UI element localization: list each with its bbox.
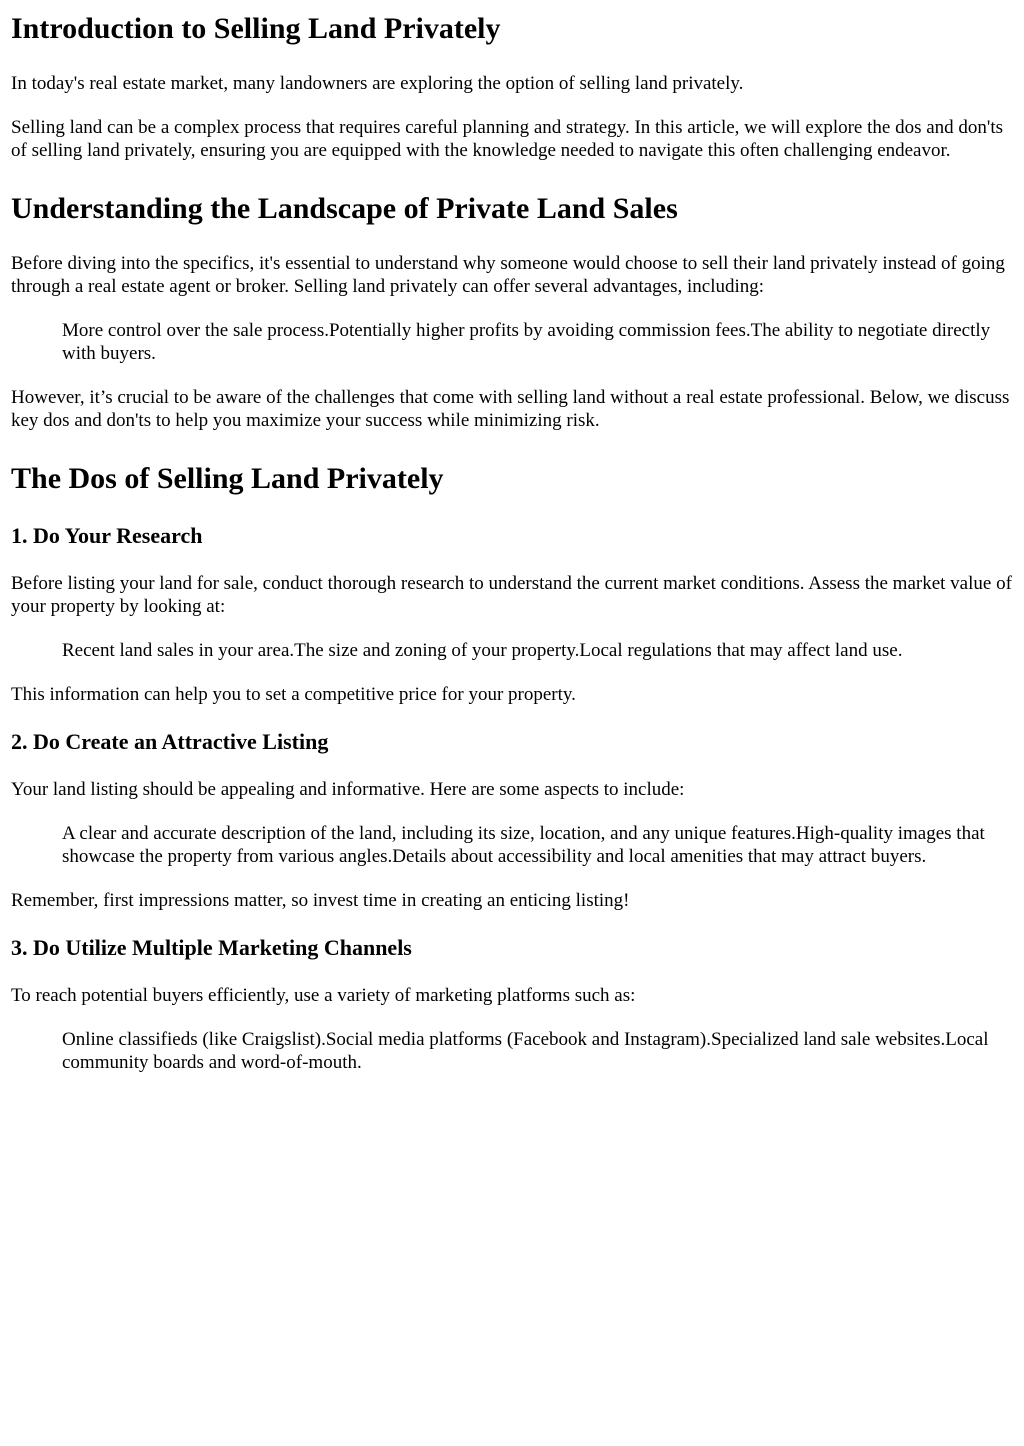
article <box>11 10 1013 1074</box>
intro-paragraph-1: In today's real estate market, many landowners are exploring the option of selling land privately. <box>11 73 744 94</box>
section-heading-landscape: Understanding the Landscape of Private Land Sales <box>11 192 678 225</box>
landscape-intro-paragraph: Before diving into the specifics, it's essential to understand why someone would choose to sell their land privately instead of going through a real estate agent or broker. Selling land privately can offer several advantages, including: <box>11 253 1005 297</box>
subsection-heading-research: 1. Do Your Research <box>11 523 203 548</box>
research-outro-paragraph: This information can help you to set a competitive price for your property. <box>11 684 576 705</box>
intro-paragraph-2: Selling land can be a complex process that requires careful planning and strategy. In this article, we will explore the dos and don'ts of selling land privately, ensuring you are equipped with the knowledge needed to navigate this often challenging endeavor. <box>11 117 1003 161</box>
subsection-heading-marketing: 3. Do Utilize Multiple Marketing Channels <box>11 935 412 960</box>
advantages-quote: More control over the sale process.Potentially higher profits by avoiding commission fees.The ability to negotiate directly with buyers. <box>62 320 991 364</box>
research-quote: Recent land sales in your area.The size and zoning of your property.Local regulations that may affect land use. <box>62 640 903 661</box>
listing-intro-paragraph: Your land listing should be appealing and informative. Here are some aspects to include: <box>11 779 685 800</box>
subsection-heading-listing: 2. Do Create an Attractive Listing <box>11 729 329 754</box>
section-heading-dos: The Dos of Selling Land Privately <box>11 462 444 495</box>
section-heading-introduction: Introduction to Selling Land Privately <box>11 12 501 45</box>
listing-outro-paragraph: Remember, first impressions matter, so invest time in creating an enticing listing! <box>11 890 630 911</box>
listing-quote: A clear and accurate description of the land, including its size, location, and any unique features.High-quality images that showcase the property from various angles.Details about accessibility and local amenities that may attract buyers. <box>62 823 985 867</box>
landscape-outro-paragraph: However, it’s crucial to be aware of the challenges that come with selling land without a real estate professional. Below, we discuss key dos and don'ts to help you maximize your success while minimizing risk. <box>11 387 1010 431</box>
marketing-quote: Online classifieds (like Craigslist).Social media platforms (Facebook and Instagram).Specialized land sale websites.Local community boards and word-of-mouth. <box>62 1029 989 1073</box>
marketing-intro-paragraph: To reach potential buyers efficiently, use a variety of marketing platforms such as: <box>11 985 636 1006</box>
research-intro-paragraph: Before listing your land for sale, conduct thorough research to understand the current market conditions. Assess the market value of your property by looking at: <box>11 573 1012 617</box>
